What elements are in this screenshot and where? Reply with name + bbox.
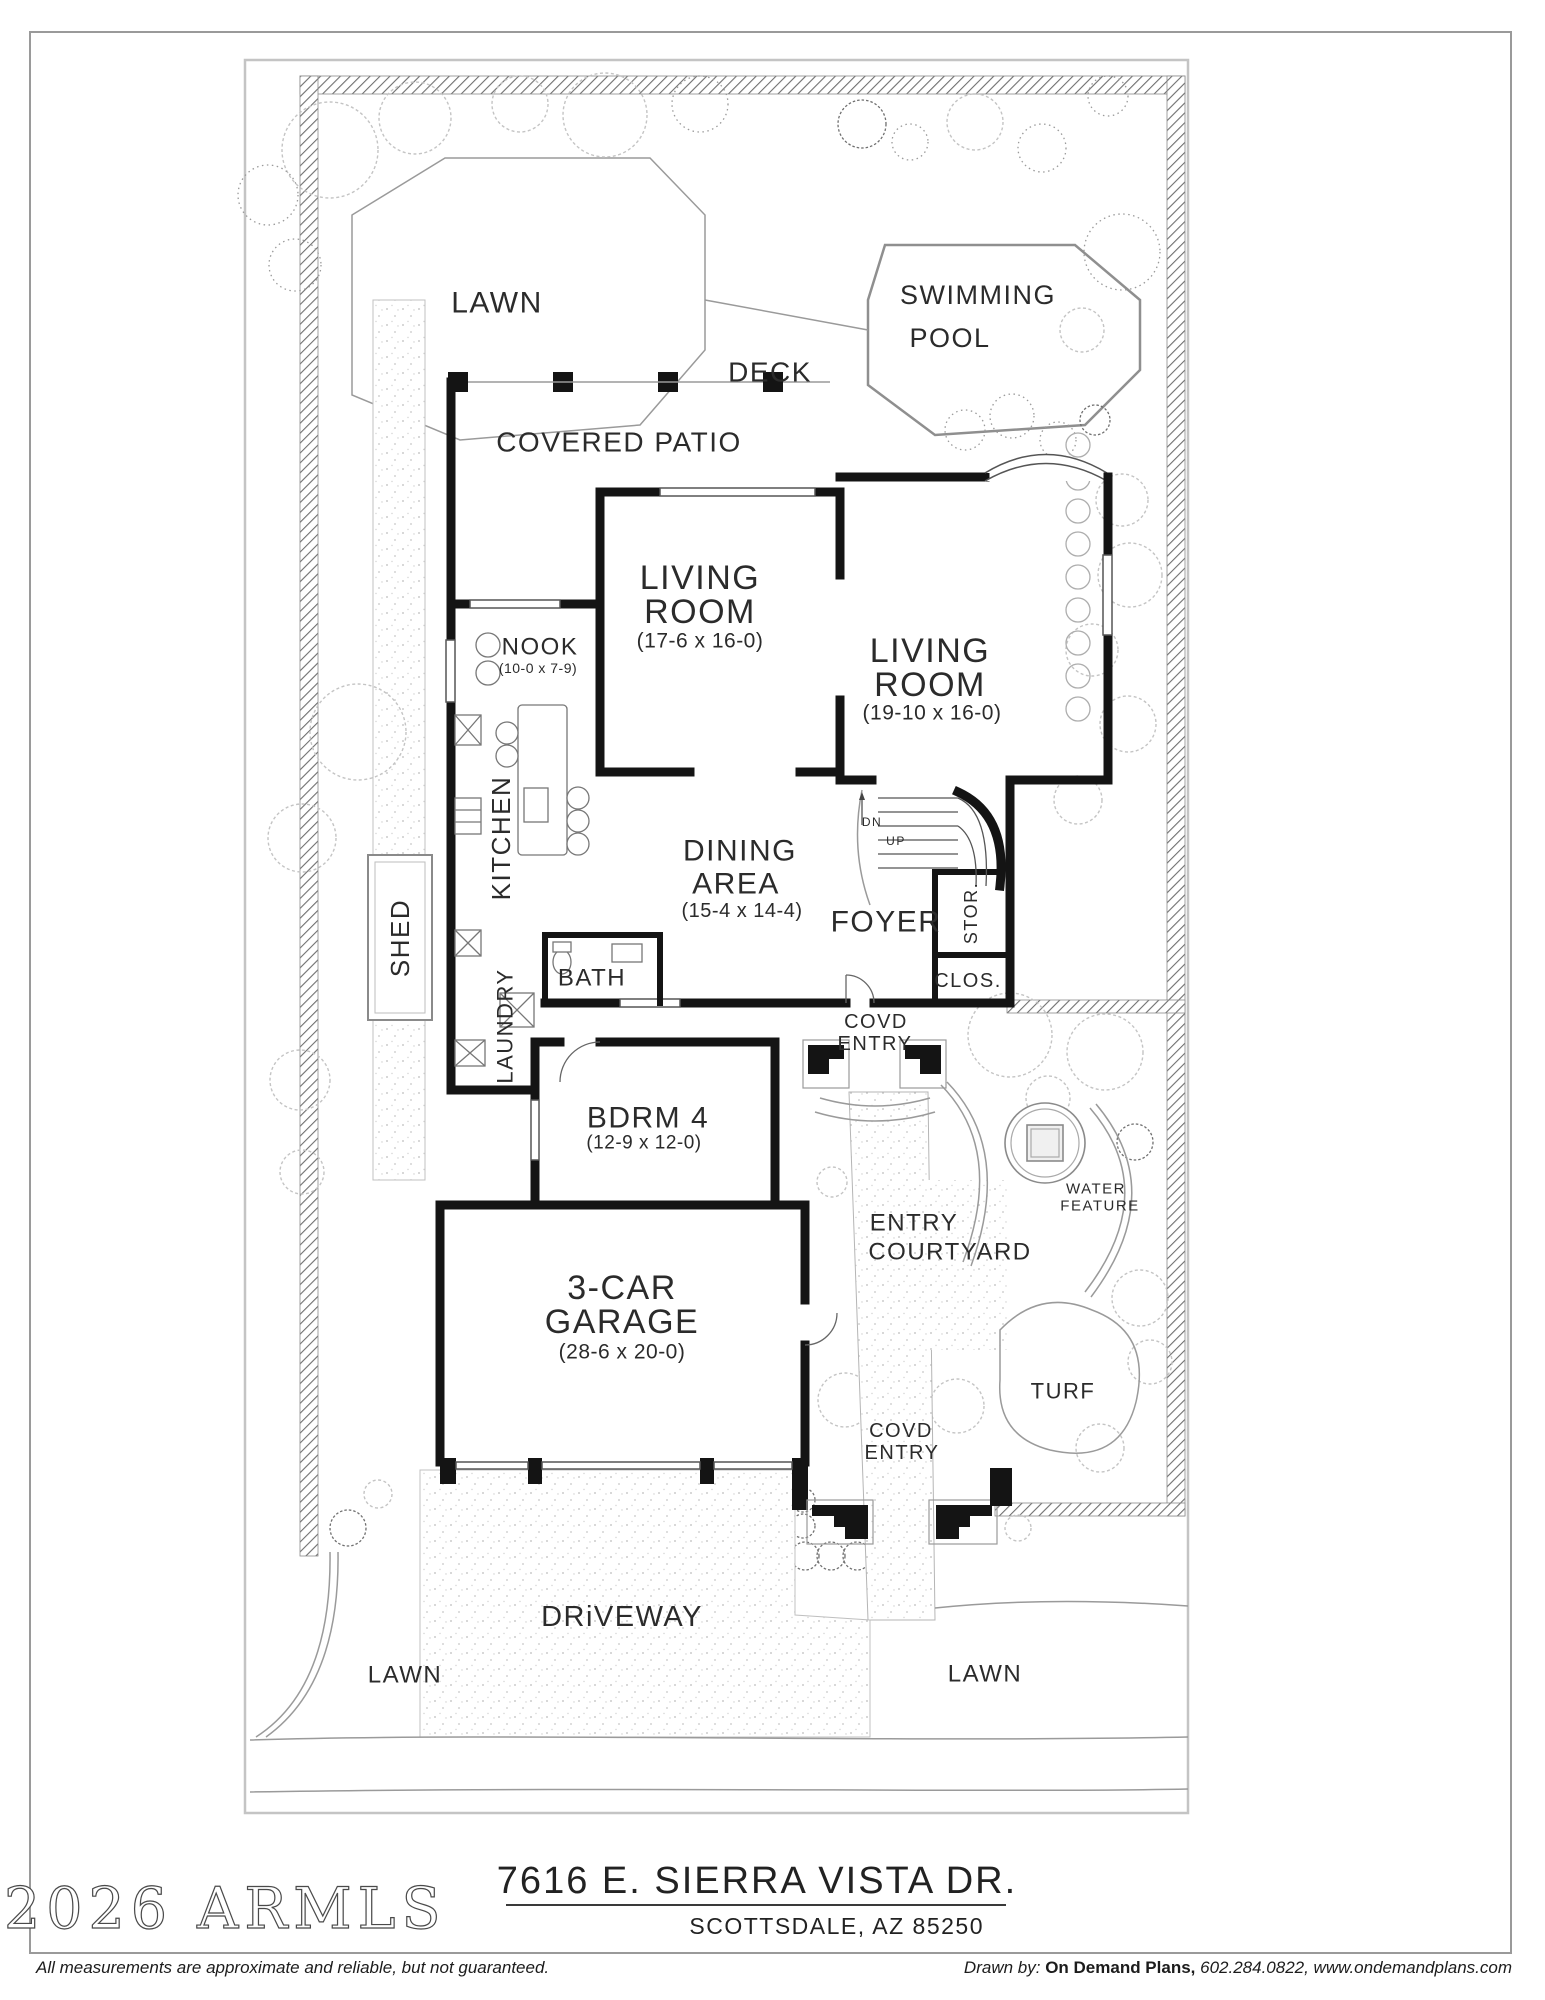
driveway-area xyxy=(250,1470,1188,1792)
garage-dims: (28-6 x 20-0) xyxy=(558,1340,686,1364)
garage-label-line2: GARAGE xyxy=(544,1303,700,1341)
living-room-1-label-line2: ROOM xyxy=(644,593,756,631)
deck-label: DECK xyxy=(728,356,812,388)
bath-label: BATH xyxy=(557,964,627,992)
storage-label: STOR. xyxy=(961,881,981,945)
covered-patio-label: COVERED PATIO xyxy=(496,426,742,458)
foyer-label: FOYER xyxy=(830,905,942,939)
nook-label: NOOK xyxy=(501,633,579,661)
stairs-down-label: DN xyxy=(861,815,883,829)
stairs-up-label: UP xyxy=(886,834,906,848)
dining-area-dims: (15-4 x 14-4) xyxy=(681,900,803,922)
garage-label-line1: 3-CAR xyxy=(567,1269,677,1307)
laundry-label: LAUNDRY xyxy=(492,968,518,1084)
drawn-by-contact: 602.284.0822, www.ondemandplans.com xyxy=(1195,1958,1512,1977)
bedroom-4-dims: (12-9 x 12-0) xyxy=(586,1132,702,1154)
title-underline xyxy=(506,1904,1006,1906)
dining-area-label-line2: AREA xyxy=(692,867,780,901)
entry-courtyard-label-line2: COURTYARD xyxy=(868,1238,1032,1266)
living-room-2-label-line2: ROOM xyxy=(874,666,986,704)
bedroom-4-label: BDRM 4 xyxy=(586,1101,710,1135)
living-room-2-dims: (19-10 x 16-0) xyxy=(862,701,1002,725)
address-subtitle: SCOTTSDALE, AZ 85250 xyxy=(689,1913,984,1939)
swimming-pool-label-line1: SWIMMING xyxy=(900,280,1056,310)
house-walls xyxy=(440,372,1112,1510)
entry-courtyard-label-line1: ENTRY xyxy=(869,1209,959,1237)
covered-entry-upper-label-line2: ENTRY xyxy=(837,1033,913,1055)
disclaimer-text: All measurements are approximate and reliable, but not guaranteed. xyxy=(36,1958,550,1977)
dining-area-label-line1: DINING xyxy=(683,834,797,868)
covered-entry-lower-label-line2: ENTRY xyxy=(864,1442,940,1464)
back-lawn-label: LAWN xyxy=(451,286,543,320)
living-room-1-label-line1: LIVING xyxy=(639,559,761,597)
living-room-1-dims: (17-6 x 16-0) xyxy=(636,629,764,653)
drawn-by-prefix: Drawn by: xyxy=(963,1958,1041,1977)
covered-entry-lower-label-line1: COVD xyxy=(869,1420,933,1442)
water-feature-label-line2: FEATURE xyxy=(1060,1197,1140,1215)
drawn-by-company: On Demand Plans, xyxy=(1045,1958,1196,1977)
side-path xyxy=(373,300,425,1180)
laundry-fixtures xyxy=(455,1040,485,1066)
shed-label: SHED xyxy=(385,898,415,978)
address-title: 7616 E. SIERRA VISTA DR. xyxy=(496,1860,1018,1902)
nook-dims: (10-0 x 7-9) xyxy=(498,660,578,676)
covered-entry-upper-label-line1: COVD xyxy=(844,1011,908,1033)
deck-edge xyxy=(705,300,868,330)
kitchen-fixtures xyxy=(455,633,589,956)
closet-label: CLOS. xyxy=(934,970,1002,992)
front-lawn-right-label: LAWN xyxy=(947,1660,1023,1688)
front-lawn-left-label: LAWN xyxy=(367,1661,443,1689)
driveway-label: DRiVEWAY xyxy=(541,1601,703,1633)
water-feature xyxy=(1005,1103,1085,1183)
kitchen-label: KITCHEN xyxy=(486,775,516,901)
water-feature-label-line1: WATER xyxy=(1066,1180,1126,1198)
living-room-2-label-line1: LIVING xyxy=(869,632,991,670)
turf-label: TURF xyxy=(1030,1378,1096,1404)
armls-watermark: 2026 ARMLS xyxy=(4,1876,447,1942)
drawn-by-credit xyxy=(964,1958,1512,1978)
swimming-pool-label-line2: POOL xyxy=(909,323,991,353)
